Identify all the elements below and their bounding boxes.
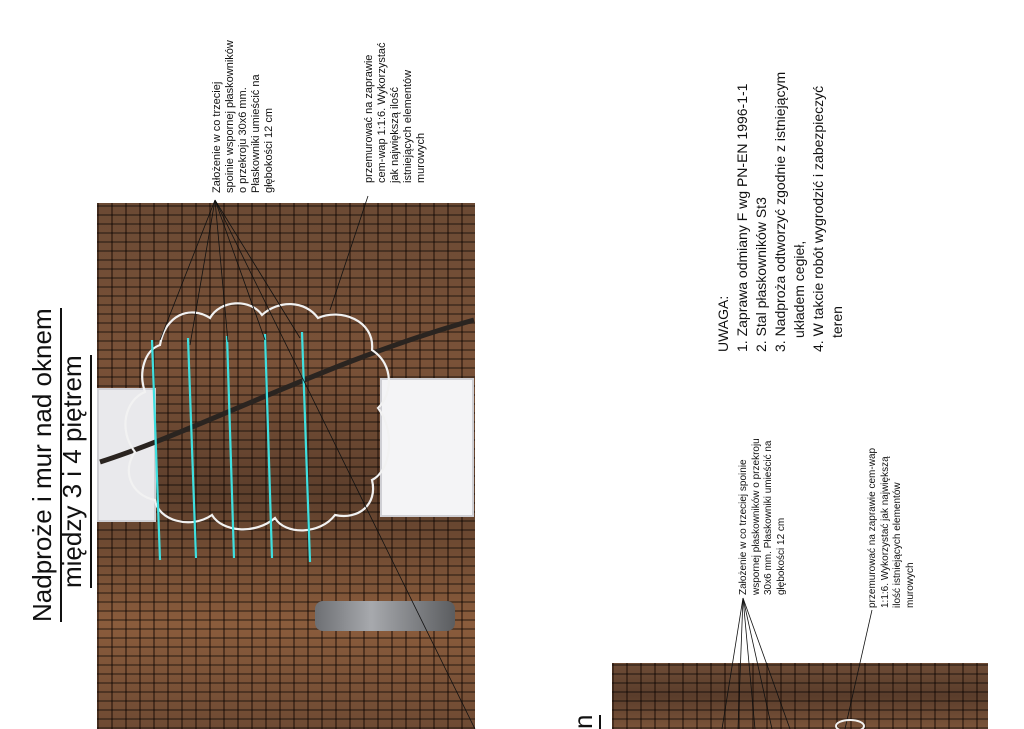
annotation-line: Płaskowniki umieścić na bbox=[250, 74, 262, 193]
annotation-line: wspornej płaskowników o przekroju bbox=[750, 438, 762, 595]
annotation-line: głębokości 12 cm bbox=[263, 108, 275, 193]
annotation-line: murowych bbox=[415, 132, 427, 183]
annotation-line: ilość istniejących elementów bbox=[892, 482, 903, 608]
annotation-line: 1:1:6. Wykorzystać jak największą bbox=[879, 456, 891, 608]
page-title-line-2: między 3 i 4 piętrem bbox=[56, 355, 92, 588]
note-item: 3. Nadproża odtworzyć zgodnie z istniejącym bbox=[772, 71, 788, 352]
second-title-fragment: n bbox=[568, 715, 601, 729]
note-item: układem cegieł, bbox=[791, 240, 807, 338]
leader-lines-top bbox=[160, 196, 475, 729]
annotation-line: o przekroju 30x6 mm. bbox=[237, 87, 249, 193]
annotation-flat-bars-2 bbox=[738, 438, 788, 595]
flat-bar-5 bbox=[302, 332, 310, 562]
annotation-line: jak największą ilość bbox=[389, 87, 401, 183]
annotation-line: spoinie wspornej płaskowników bbox=[224, 40, 236, 193]
annotation-line: cem-wap 1:1:6. Wykorzystać bbox=[376, 42, 388, 183]
annotation-rebuild-masonry-2 bbox=[867, 448, 917, 608]
flat-bar-3 bbox=[227, 336, 234, 558]
annotation-line: murowych bbox=[904, 562, 916, 608]
annotation-flat-bars bbox=[211, 40, 276, 193]
annotation-rebuild-masonry bbox=[363, 43, 428, 184]
note-item: 1. Zaprawa odmiany F wg PN-EN 1996-1-1 bbox=[734, 83, 750, 352]
annotation-line: głębokości 12 cm bbox=[775, 517, 787, 595]
note-item: 2. Stal płaskowników St3 bbox=[753, 197, 769, 352]
note-item: teren bbox=[829, 306, 845, 338]
annotation-line: przemurować na zaprawie cem-wap bbox=[867, 447, 878, 608]
page-title-line-1: Nadproże i mur nad oknem bbox=[26, 308, 62, 622]
flat-bar-1 bbox=[152, 340, 160, 560]
revision-cloud-2 bbox=[836, 720, 864, 729]
notes-block bbox=[714, 72, 847, 352]
leader-lines-bottom bbox=[722, 598, 872, 729]
annotation-line: Założenie w co trzeciej bbox=[211, 81, 223, 193]
annotation-line: istniejących elementów bbox=[402, 69, 414, 183]
notes-heading: UWAGA: bbox=[715, 295, 731, 352]
flat-bar-2 bbox=[188, 338, 196, 558]
annotation-line: Założenie w co trzeciej spoinie bbox=[738, 459, 749, 595]
revision-cloud bbox=[125, 303, 389, 530]
note-item: 4. W takcie robót wygrodzić i zabezpieczyć bbox=[810, 85, 826, 352]
annotation-line: przemurować na zaprawie bbox=[363, 54, 375, 183]
annotation-line: 30x6 mm. Płaskowniki umieścić na bbox=[763, 440, 774, 595]
